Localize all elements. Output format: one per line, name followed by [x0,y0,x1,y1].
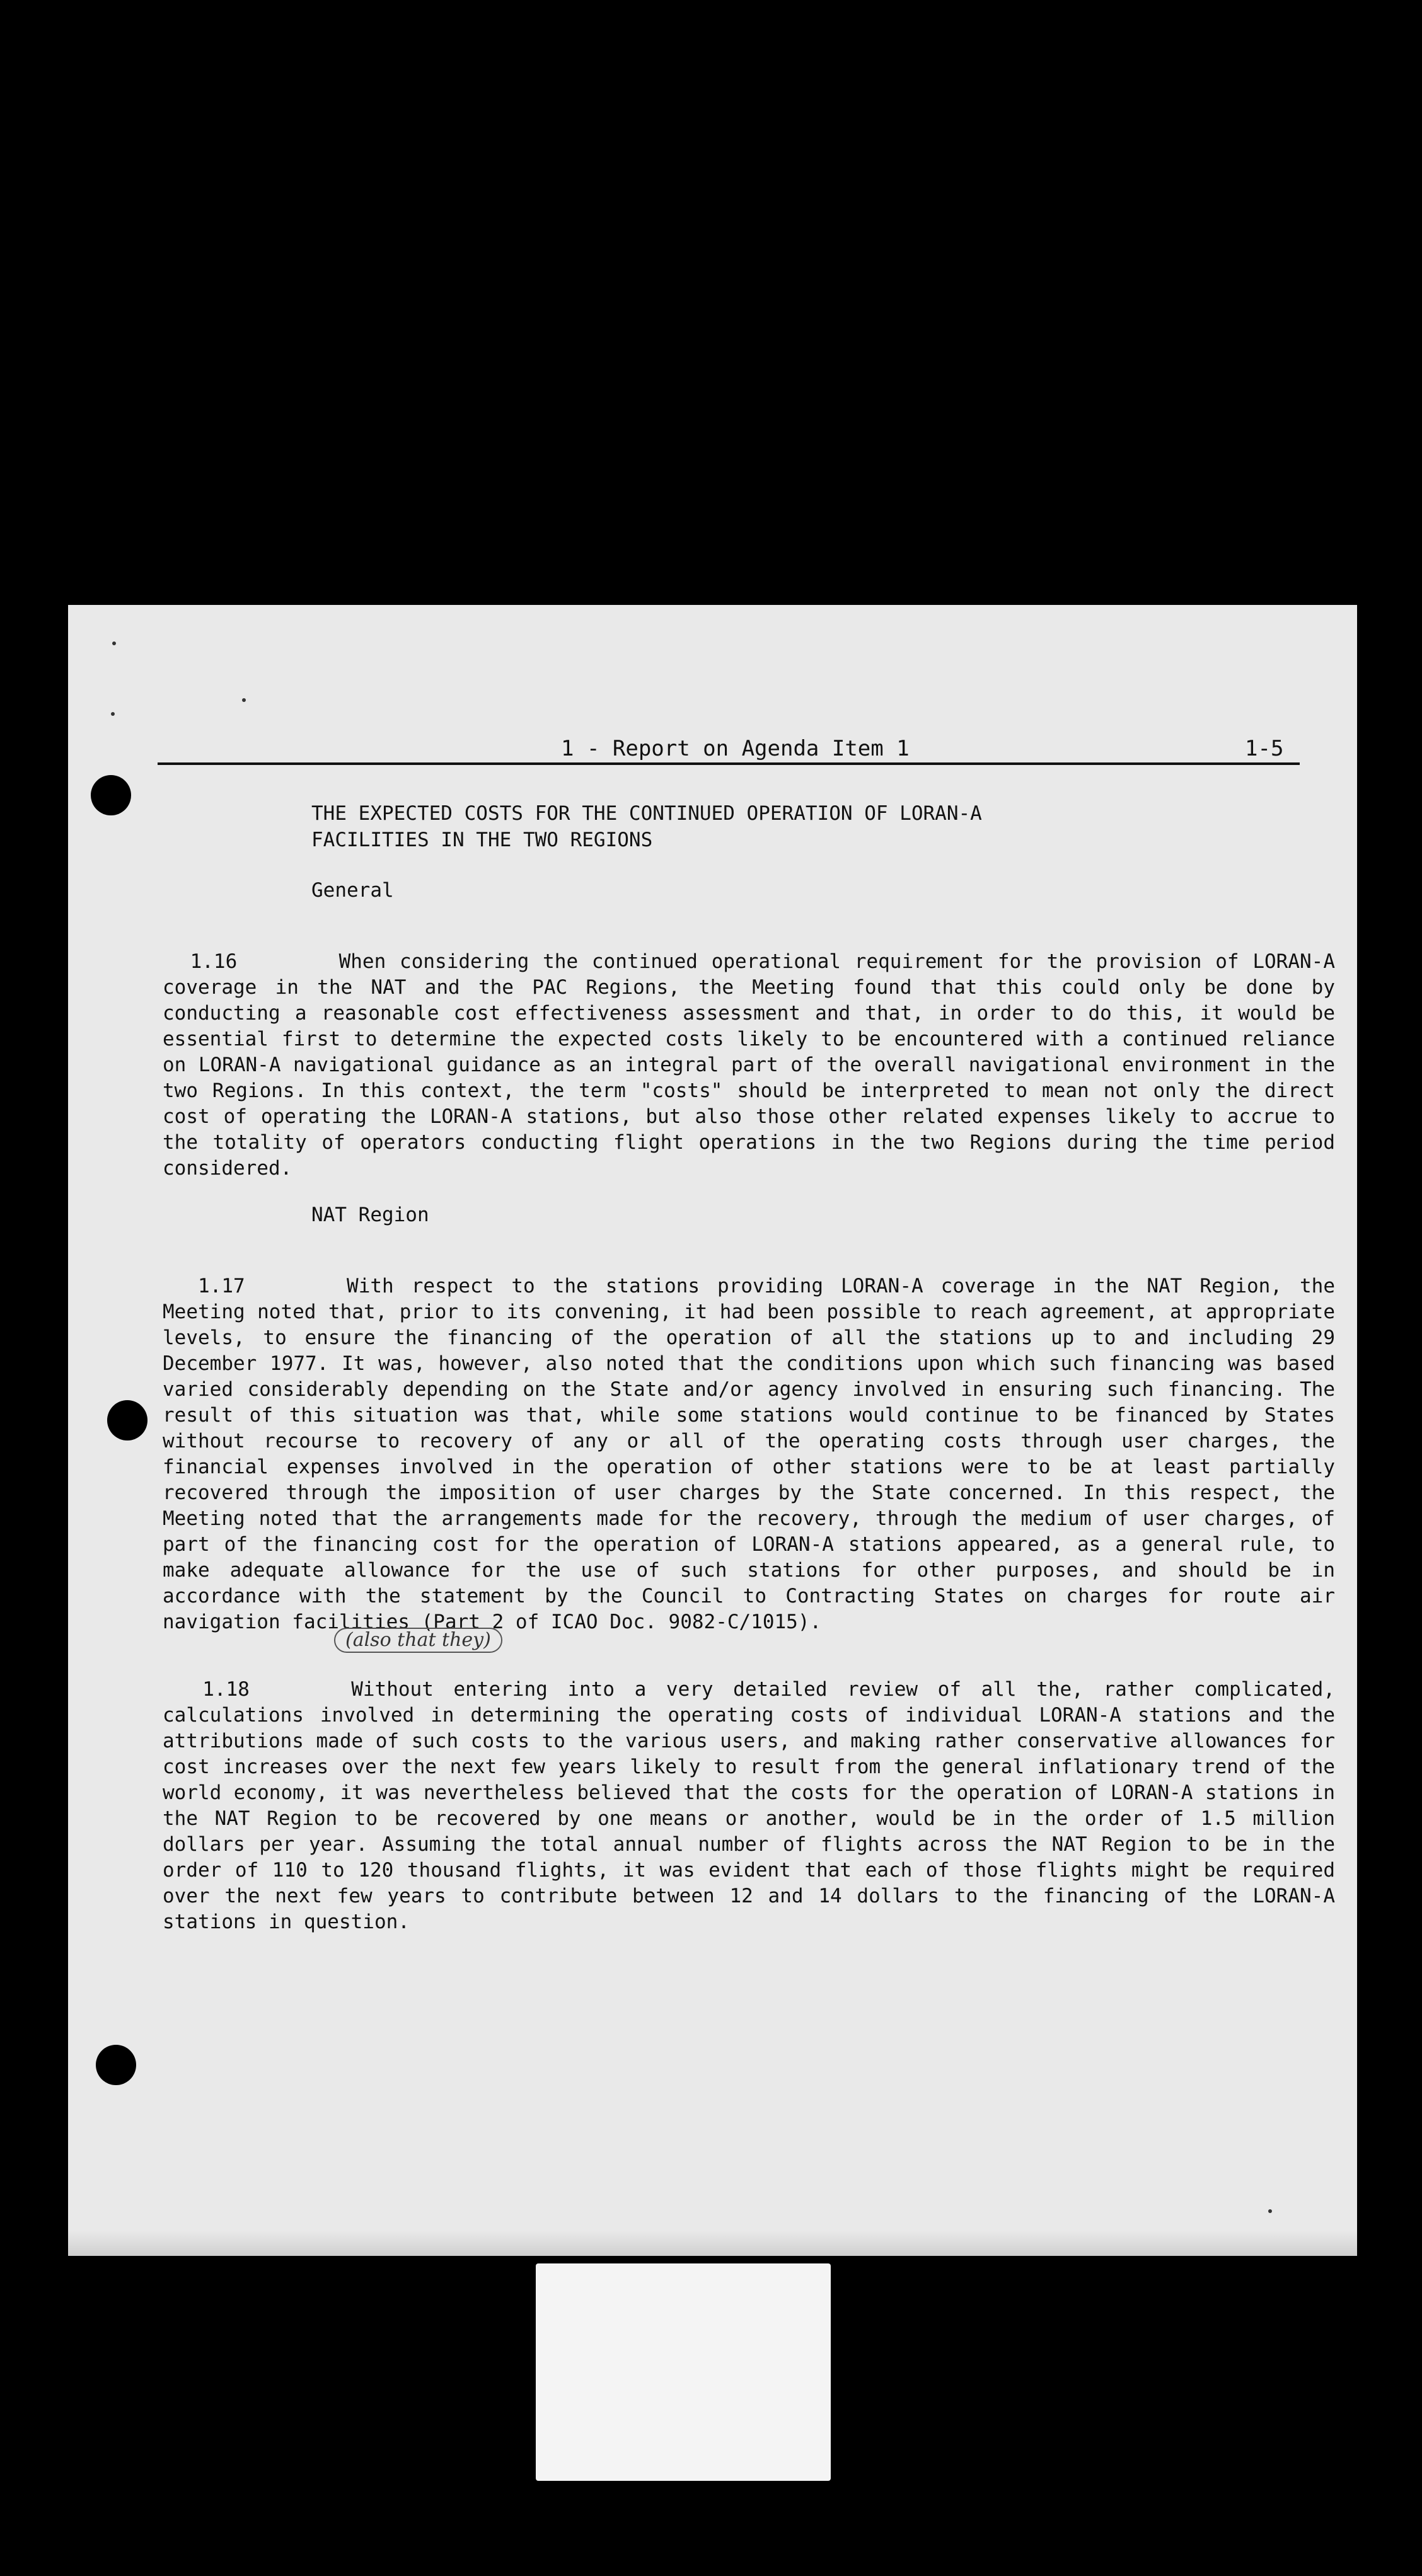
paragraph-1-17 [163,1248,1347,1635]
punch-hole-bottom [96,2045,136,2085]
section-title-line-2: FACILITIES IN THE TWO REGIONS [311,829,653,851]
paragraph-text: Without entering into a very detailed review of all the, rather complicated, calculations involved in determining the operating costs of individual LORAN-A stations and the attributions made of such costs to the various users, and making rather conservative allowances for cost increases over the next few years likely to result from the general inflationary trend of the world economy, it was nevertheless believed that the costs for the operation of LORAN-A stations in the NAT Region to be recovered by one means or another, would be in the order of 1.5 million dollars per year. Assuming the total annual number of flights across the NAT Region to be in the order of 110 to 120 thousand flights, it was evident that each of those flights might be required over the next few years to contribute between 12 and 14 dollars to the financing of the LORAN-A stations in question. [163,1678,1347,1933]
section-title [311,800,982,853]
punch-hole-middle [107,1400,147,1440]
speck [112,641,116,645]
speck [1268,2209,1272,2213]
paragraph-text: When considering the continued operational requirement for the provision of LORAN-A coverage in the NAT and the PAC Regions, the Meeting found that this could only be done by conducting a reasonable cost effectiveness assessment and that, in order to do this, it would be essential first to determine the expected costs likely to be encountered with a continued reliance on LORAN-A navigational guidance as an integral part of the overall navigational environment in the two Regions. In this context, the term "costs" should be interpreted to mean not only the direct cost of operating the LORAN-A stations, but also those other related expenses likely to accrue to the totality of operators conducting flight operations in the two Regions during the time period considered. [163,950,1347,1180]
heading-nat-region: NAT Region [311,1204,429,1226]
speck [242,698,246,702]
heading-general: General [311,879,394,902]
running-header: 1 - Report on Agenda Item 1 [561,736,910,761]
page-bottom-edge [68,2231,1357,2256]
paragraph-number: 1.16 [190,950,238,973]
punch-hole-top [91,775,131,815]
section-title-line-1: THE EXPECTED COSTS FOR THE CONTINUED OPERATION OF LORAN-A [311,802,982,825]
paragraph-1-18 [163,1651,1347,1935]
paragraph-number: 1.17 [198,1275,245,1297]
speck [111,712,115,716]
handwritten-annotation: (also that they) [334,1628,502,1653]
paragraph-1-16 [163,923,1347,1182]
page-number: 1-5 [1245,736,1284,761]
paragraph-number: 1.18 [202,1678,250,1701]
header-rule [158,762,1300,765]
paper-slip [536,2263,831,2481]
paragraph-text: With respect to the stations providing LORAN-A coverage in the NAT Region, the Meeting noted that, prior to its convening, it had been possible to reach agreement, at appropriate levels, to ensure the financing of the operation of all the stations up to and including 29 December 1977. It was, however, also noted that the conditions upon which such financing was based varied considerably depending on the State and/or agency involved in ensuring such financing. The result of this situation was that, while some stations would continue to be financed by States without recourse to recovery of any or all of the operating costs through user charges, the financial expenses involved in the operation of other stations were to be at least partially recovered through the imposition of user charges by the State concerned. In this respect, the Meeting noted that the arrangements made for the recovery, through the medium of user charges, of part of the financing cost for the operation of LORAN-A stations appeared, as a general rule, to make adequate allowance for the use of such stations for other purposes, and should be in accordance with the statement by the Council to Contracting States on charges for route air navigation facilities (Part 2 of ICAO Doc. 9082-C/1015). [163,1275,1347,1633]
